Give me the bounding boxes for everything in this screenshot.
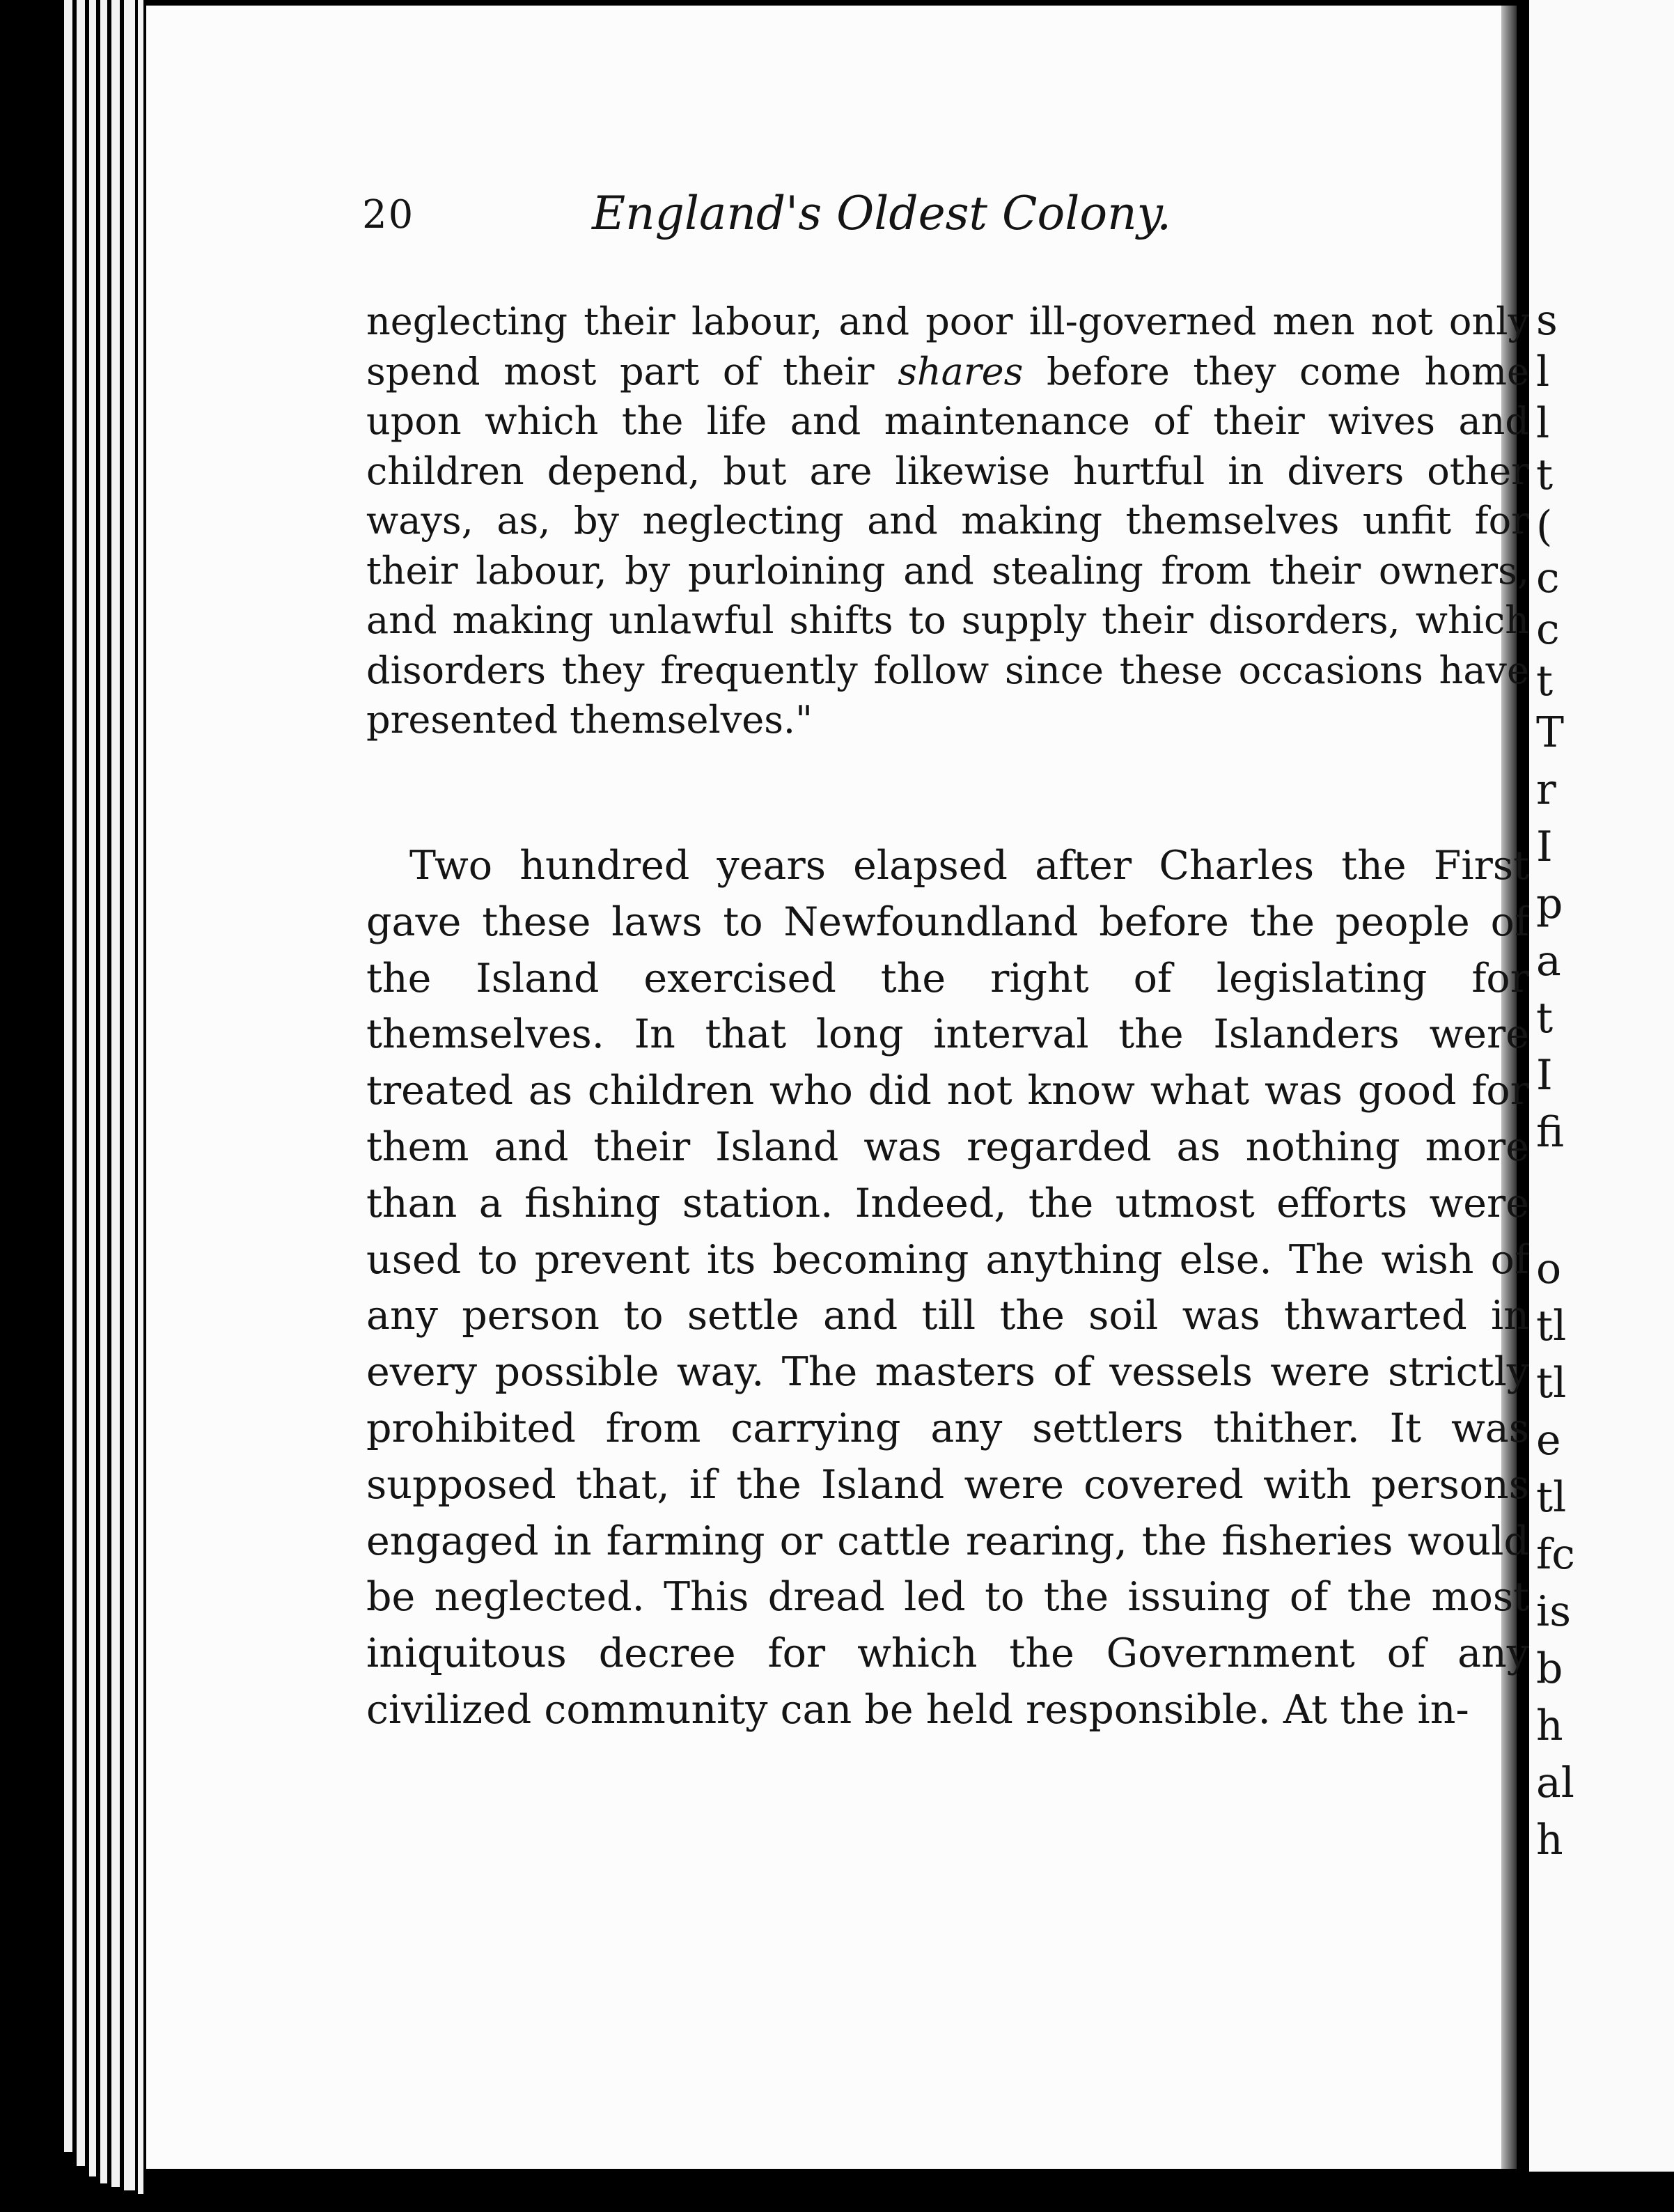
facing-page-fragment: r bbox=[1536, 765, 1556, 814]
facing-page-fragment: h bbox=[1536, 1701, 1563, 1750]
facing-page-fragment: h bbox=[1536, 1816, 1563, 1864]
facing-page-fragment: fi bbox=[1536, 1108, 1565, 1157]
page-edge bbox=[100, 0, 107, 2183]
body-paragraph bbox=[366, 838, 1529, 1738]
quote-text-end: before they come home upon which the life and maintenance of their wives and children depend, but are likewise hurtful in divers other ways, as, by neglecting and making themselves unfit for their labour, by purloining and stealing from their owners, and making unlawful shifts to supply their disorders, which disorders they frequently follow since these occasions have presented themselves." bbox=[366, 349, 1530, 742]
facing-page-fragment: t bbox=[1536, 994, 1554, 1043]
facing-page-fragment: is bbox=[1536, 1587, 1571, 1636]
page-edge bbox=[124, 0, 135, 2190]
facing-page-fragment: T bbox=[1536, 708, 1565, 757]
facing-page-fragment: a bbox=[1536, 937, 1561, 986]
facing-page bbox=[1529, 0, 1674, 2172]
facing-page-fragment: I bbox=[1536, 1051, 1553, 1100]
facing-page-fragment: tl bbox=[1536, 1473, 1567, 1522]
facing-page-fragment: t bbox=[1536, 451, 1554, 499]
facing-page-fragment: p bbox=[1536, 880, 1563, 928]
facing-page-fragment: t bbox=[1536, 657, 1554, 706]
running-head bbox=[146, 187, 1517, 255]
facing-page-fragment: e bbox=[1536, 1416, 1561, 1465]
page-edge bbox=[111, 0, 120, 2187]
facing-page-fragment: ( bbox=[1536, 502, 1553, 551]
facing-page-fragment: c bbox=[1536, 605, 1560, 654]
body-text: Two hundred years elapsed after Charles the First gave these laws to Newfoundland before the people of the Island exercised the right of legislating for themselves. In that long interval the Islanders were treated as children who did not know what was good for them and their Island was regarded as nothing more than a fishing station. Indeed, the utmost efforts were used to prevent its becoming anything else. The wish of any person to settle and till the soil was thwarted in every possible way. The masters of vessels were strictly prohibited from carrying any settlers thither. It was supposed that, if the Island were covered with persons engaged in farming or cattle rearing, the fisheries would be neglected. This dread led to the issuing of the most iniquitous decree for which the Government of any civilized community can be held responsible. At the in- bbox=[366, 843, 1529, 1733]
page-edge bbox=[89, 0, 96, 2176]
facing-page-fragment: o bbox=[1536, 1245, 1562, 1293]
quote-text bbox=[366, 297, 1529, 745]
facing-page-fragment: I bbox=[1536, 823, 1553, 871]
quote-paragraph bbox=[366, 297, 1529, 745]
book-page bbox=[146, 6, 1530, 2169]
facing-page-fragment: l bbox=[1536, 399, 1550, 448]
facing-page-fragment: tl bbox=[1536, 1302, 1567, 1350]
quote-text-start: neglecting their labour, and poor ill-governed men not only spend most part of their bbox=[366, 299, 1529, 394]
page-edge bbox=[138, 0, 143, 2194]
facing-page-fragment: b bbox=[1536, 1644, 1563, 1693]
page-edge bbox=[77, 0, 85, 2166]
facing-page-fragment: fc bbox=[1536, 1530, 1575, 1579]
running-title: England's Oldest Colony. bbox=[592, 187, 1172, 240]
facing-page-fragment: al bbox=[1536, 1759, 1574, 1807]
facing-page-fragment: l bbox=[1536, 348, 1550, 396]
facing-page-fragment: tl bbox=[1536, 1359, 1567, 1408]
italic-word: shares bbox=[898, 349, 1024, 394]
page-number: 20 bbox=[362, 192, 415, 237]
facing-page-fragment: c bbox=[1536, 554, 1560, 602]
page-edge bbox=[64, 0, 72, 2152]
facing-page-fragment: s bbox=[1536, 296, 1558, 345]
